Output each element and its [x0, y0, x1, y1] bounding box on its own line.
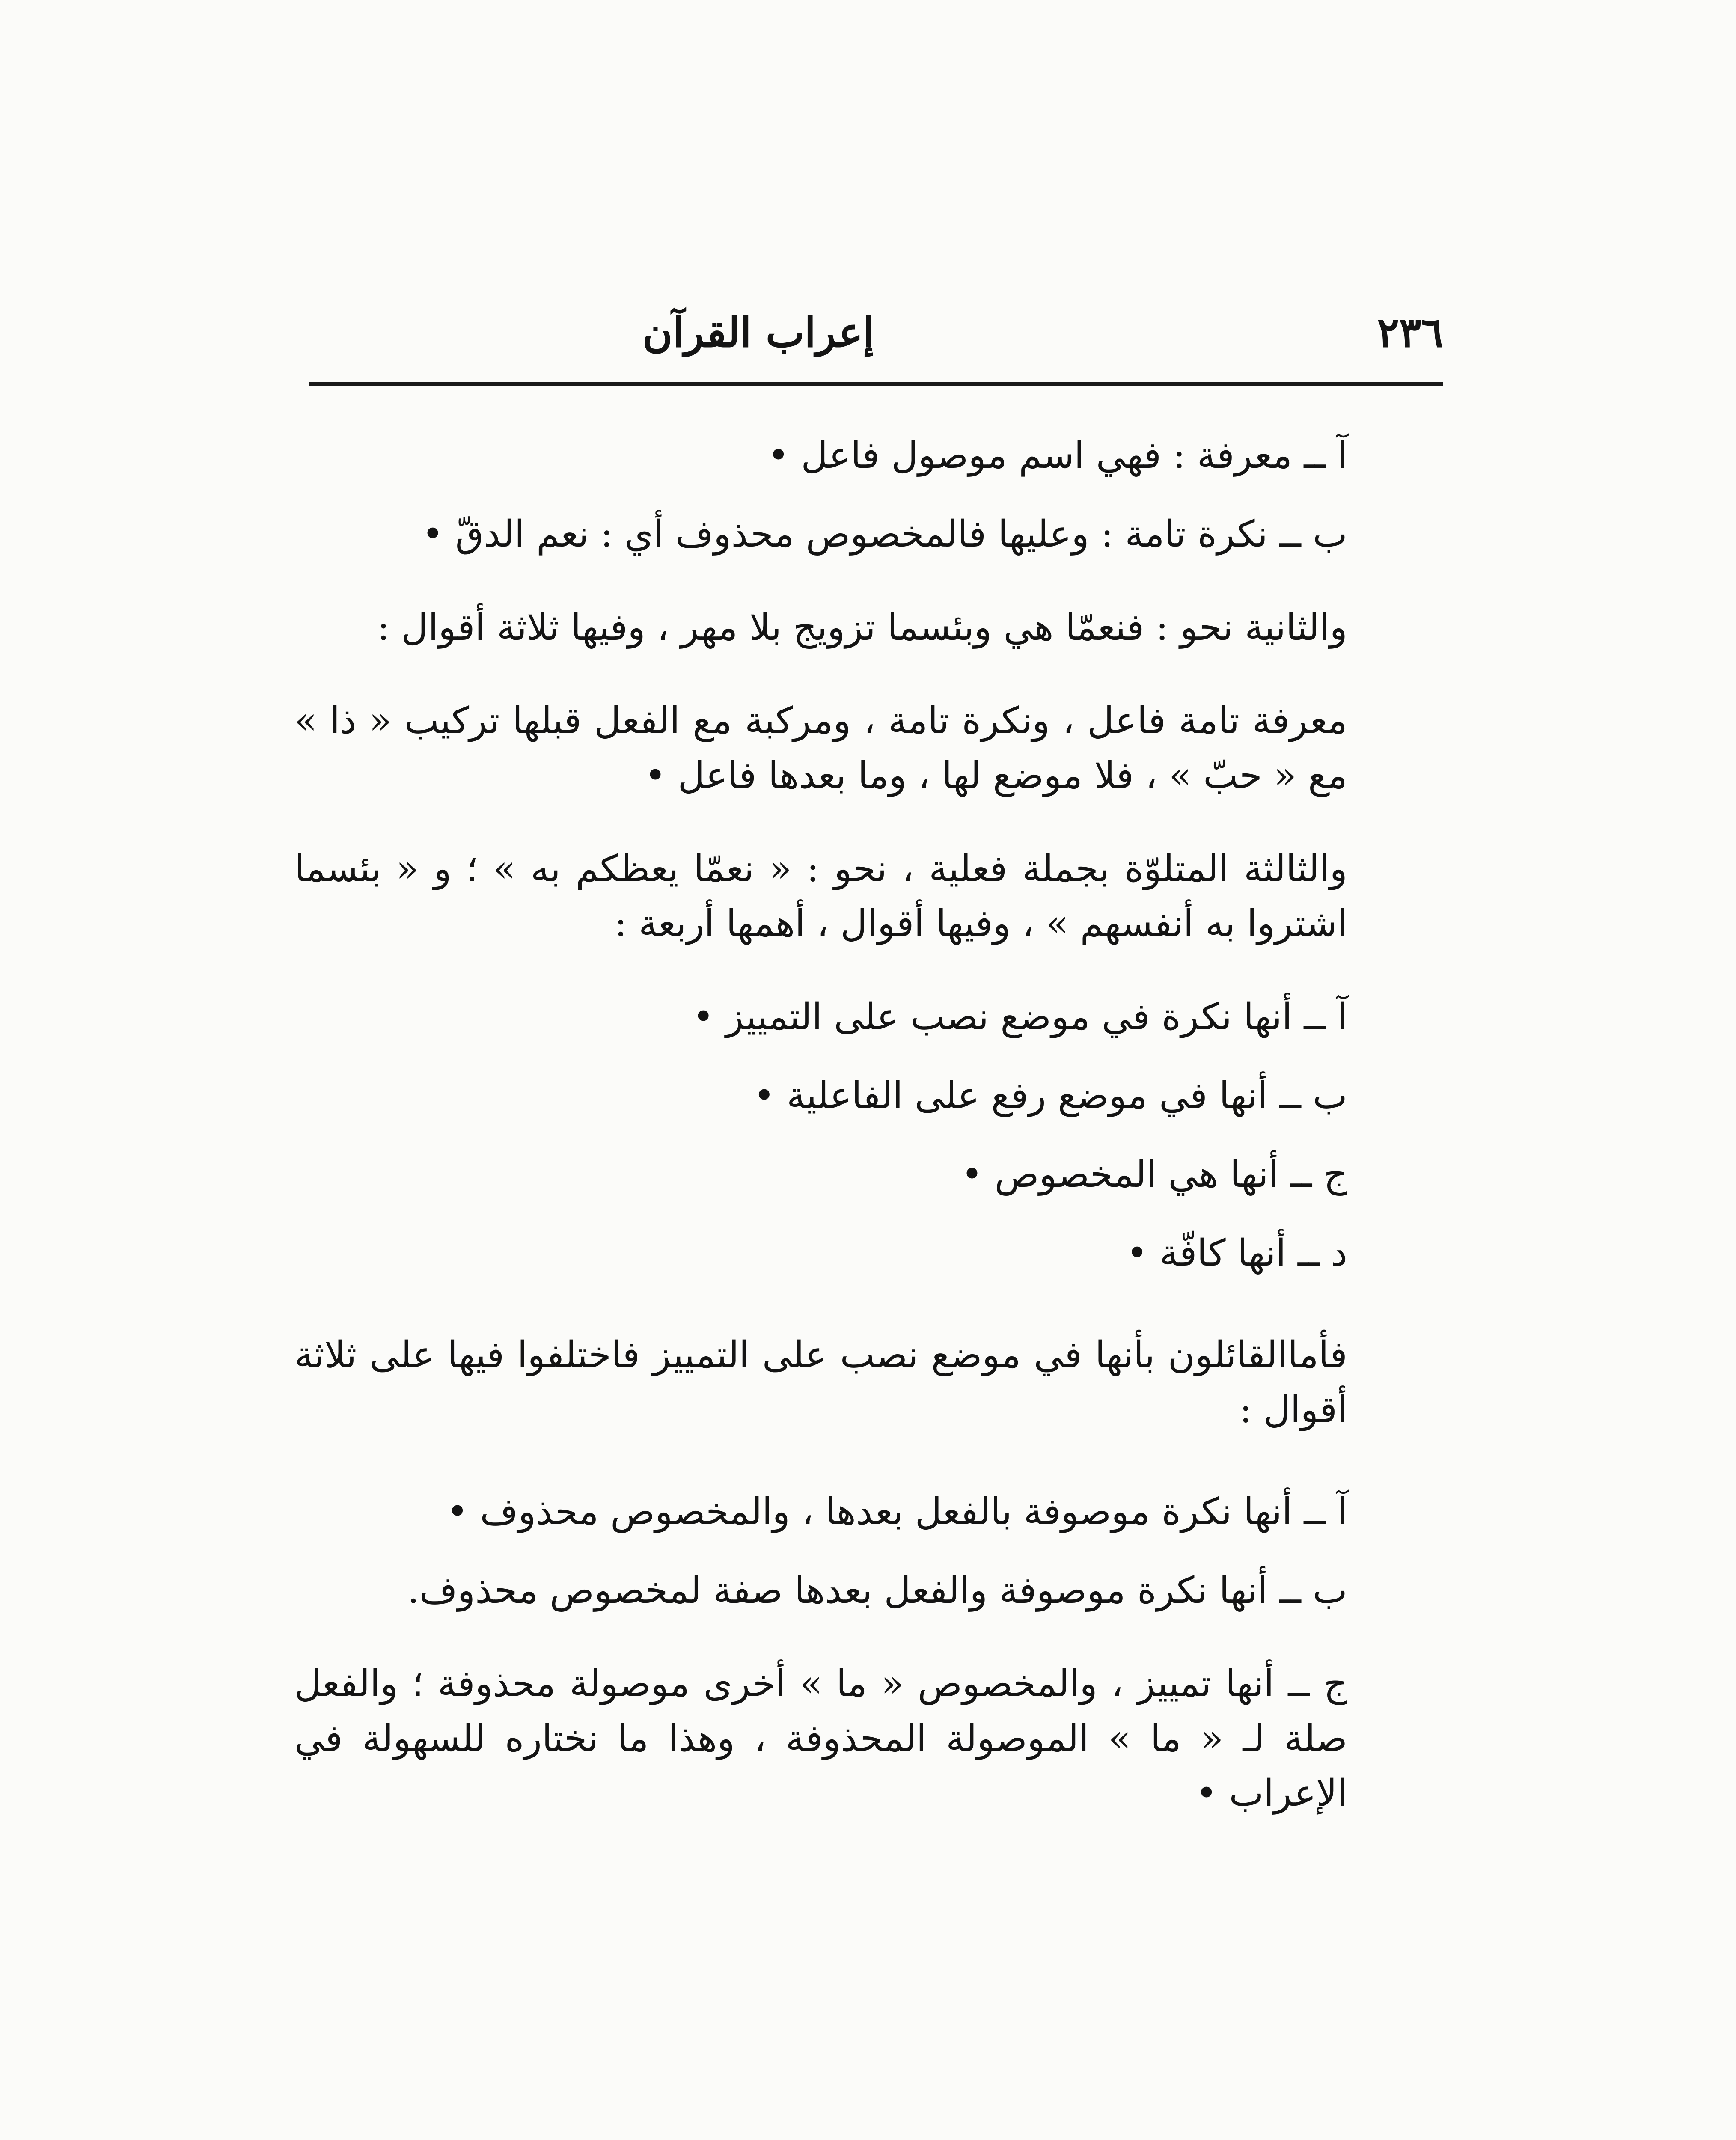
- paragraph: ب ــ أنها في موضع رفع على الفاعلية •: [753, 1074, 1347, 1117]
- paragraph: ب ــ أنها نكرة موصوفة والفعل بعدها صفة لمخصوص محذوف.: [407, 1569, 1347, 1612]
- paragraph: آ ــ معرفة : فهي اسم موصول فاعل •: [767, 434, 1347, 477]
- running-title: إعراب القرآن: [642, 308, 874, 357]
- paragraph: ج ــ أنها تمييز ، والمخصوص « ما » أخرى موصولة محذوفة ؛ والفعل صلة لـ « ما » الموصولة المحذوفة ، وهذا ما نختاره للسهولة في الإعراب •: [294, 1662, 1347, 1815]
- paragraph: والثانية نحو : فنعمّا هي وبئسما تزويج بلا مهر ، وفيها ثلاثة أقوال :: [377, 606, 1347, 649]
- paragraph: والثالثة المتلوّة بجملة فعلية ، نحو : « نعمّا يعظكم به » ؛ و « بئسما اشتروا به أنفسهم » ، وفيها أقوال ، أهمها أربعة :: [294, 847, 1347, 945]
- paragraph: آ ــ أنها نكرة في موضع نصب على التمييز •: [692, 996, 1347, 1038]
- page-number: ٢٣٦: [1377, 308, 1443, 357]
- paragraph: د ــ أنها كافّة •: [1126, 1232, 1347, 1275]
- paragraph: فأماالقائلون بأنها في موضع نصب على التمييز فاختلفوا فيها على ثلاثة أقوال :: [294, 1334, 1347, 1431]
- paragraph: آ ــ أنها نكرة موصوفة بالفعل بعدها ، والمخصوص محذوف •: [446, 1490, 1347, 1533]
- paragraph: معرفة تامة فاعل ، ونكرة تامة ، ومركبة مع الفعل قبلها تركيب « ذا » مع « حبّ » ، فلا موضع لها ، وما بعدها فاعل •: [294, 699, 1347, 797]
- paragraph: ج ــ أنها هي المخصوص •: [961, 1153, 1347, 1196]
- page-header: [309, 308, 1443, 372]
- paragraph: ب ــ نكرة تامة : وعليها فالمخصوص محذوف أي : نعم الدقّ •: [422, 513, 1347, 556]
- page-body: [294, 428, 1450, 1821]
- header-rule: [309, 382, 1443, 386]
